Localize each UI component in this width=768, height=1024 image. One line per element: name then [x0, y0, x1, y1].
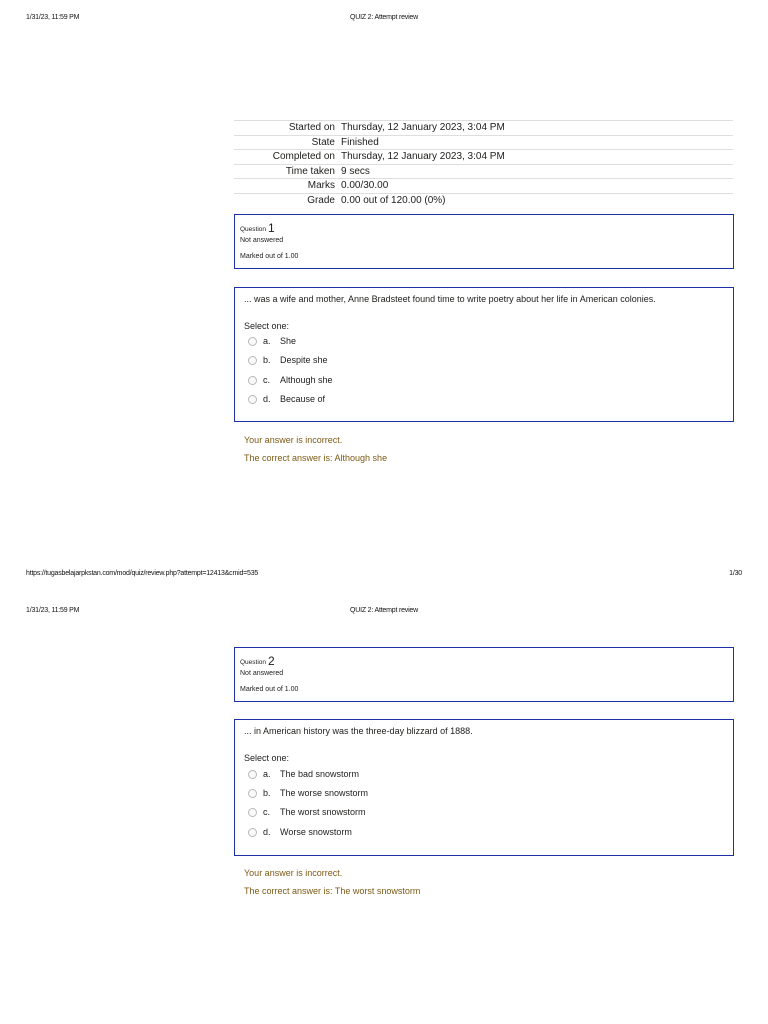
question-marks: Marked out of 1.00	[240, 253, 299, 260]
print-url: https://tugasbelajarpkstan.com/mod/quiz/review.php?attempt=12413&cmid=535	[26, 570, 259, 577]
correct-answer: The correct answer is: Although she	[244, 453, 388, 463]
summary-label: Marks	[234, 179, 340, 194]
question-status: Not answered	[240, 670, 284, 677]
answer-option-b[interactable]	[248, 787, 368, 799]
summary-value: Finished	[340, 135, 733, 150]
radio-button[interactable]	[248, 356, 257, 365]
summary-row	[234, 179, 733, 194]
question-number: Question 1	[240, 221, 275, 235]
summary-label: Time taken	[234, 164, 340, 179]
correct-answer: The correct answer is: The worst snowstorm	[244, 886, 421, 896]
select-one-label: Select one:	[244, 753, 290, 763]
answer-option-b[interactable]	[248, 354, 328, 366]
summary-value: 9 secs	[340, 164, 733, 179]
summary-value: Thursday, 12 January 2023, 3:04 PM	[340, 121, 733, 136]
option-letter: a.	[263, 769, 271, 779]
print-title: QUIZ 2: Attempt review	[350, 14, 418, 21]
summary-label: State	[234, 135, 340, 150]
option-letter: c.	[263, 375, 271, 385]
summary-value: 0.00 out of 120.00 (0%)	[340, 193, 733, 207]
option-text: She	[280, 336, 297, 346]
question-status: Not answered	[240, 237, 284, 244]
radio-button[interactable]	[248, 808, 257, 817]
answer-option-d[interactable]	[248, 826, 352, 838]
option-letter: c.	[263, 807, 271, 817]
summary-label: Grade	[234, 193, 340, 207]
print-datetime: 1/31/23, 11:59 PM	[26, 14, 80, 21]
option-letter: d.	[263, 827, 271, 837]
question-info-1	[234, 214, 734, 269]
option-text: The worse snowstorm	[280, 788, 369, 798]
answer-option-a[interactable]	[248, 768, 359, 780]
option-letter: a.	[263, 336, 271, 346]
attempt-summary-table	[234, 120, 733, 207]
answer-feedback: Your answer is incorrect.	[244, 435, 343, 445]
select-one-label: Select one:	[244, 321, 290, 331]
question-content-1	[234, 287, 734, 422]
option-letter: d.	[263, 394, 271, 404]
summary-value: 0.00/30.00	[340, 179, 733, 194]
radio-button[interactable]	[248, 770, 257, 779]
summary-row	[234, 135, 733, 150]
radio-button[interactable]	[248, 828, 257, 837]
summary-row	[234, 193, 733, 207]
print-page-number: 1/30	[729, 570, 742, 577]
option-text: Worse snowstorm	[280, 827, 352, 837]
option-text: The bad snowstorm	[280, 769, 360, 779]
option-letter: b.	[263, 788, 271, 798]
option-text: Despite she	[280, 355, 328, 365]
option-text: Although she	[280, 375, 333, 385]
answer-option-d[interactable]	[248, 393, 325, 405]
question-number: Question 2	[240, 654, 275, 668]
question-text: ... in American history was the three-day blizzard of 1888.	[244, 726, 473, 736]
question-content-2	[234, 719, 734, 856]
radio-button[interactable]	[248, 789, 257, 798]
answer-option-c[interactable]	[248, 806, 366, 818]
radio-button[interactable]	[248, 337, 257, 346]
print-title: QUIZ 2: Attempt review	[350, 607, 418, 614]
answer-option-a[interactable]	[248, 335, 296, 347]
summary-row	[234, 121, 733, 136]
question-text: ... was a wife and mother, Anne Bradsteet found time to write poetry about her life in American colonies.	[244, 294, 656, 304]
summary-row	[234, 164, 733, 179]
option-text: The worst snowstorm	[280, 807, 366, 817]
answer-option-c[interactable]	[248, 374, 333, 386]
summary-label: Started on	[234, 121, 340, 136]
summary-value: Thursday, 12 January 2023, 3:04 PM	[340, 150, 733, 165]
summary-label: Completed on	[234, 150, 340, 165]
question-info-2	[234, 647, 734, 702]
question-marks: Marked out of 1.00	[240, 686, 299, 693]
print-datetime: 1/31/23, 11:59 PM	[26, 607, 80, 614]
option-letter: b.	[263, 355, 271, 365]
radio-button[interactable]	[248, 376, 257, 385]
answer-feedback: Your answer is incorrect.	[244, 868, 343, 878]
option-text: Because of	[280, 394, 326, 404]
radio-button[interactable]	[248, 395, 257, 404]
summary-row	[234, 150, 733, 165]
